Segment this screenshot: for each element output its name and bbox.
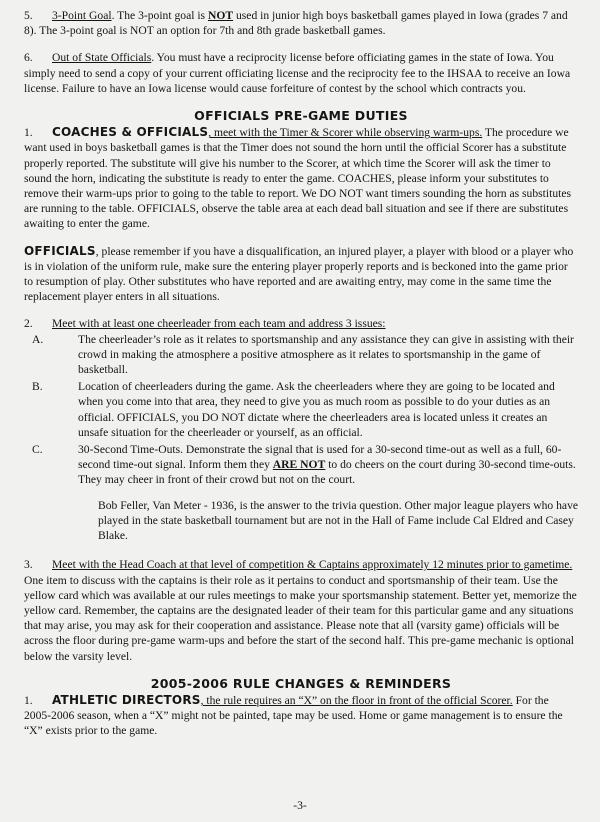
rules-item-1-label: ATHLETIC DIRECTORS bbox=[52, 692, 201, 707]
item-5-number: 5. bbox=[24, 9, 33, 22]
rule-changes-section-title: 2005-2006 RULE CHANGES & REMINDERS bbox=[150, 675, 452, 691]
sub-c-text-a: 30-Second Time-Outs. Demonstrate the signal that is used for a 30-second time-out as well as a full, 60-second time-out signal. Inform them they bbox=[78, 443, 562, 472]
sub-item-letter: A. bbox=[32, 332, 44, 346]
item-5-text-a: . The 3-point goal is bbox=[111, 9, 208, 22]
pregame-item-3-text: One item to discuss with the captains is their role as it pertains to conduct and sportsmanship of their team. Use the yellow card which was available at our rules meetings to make your sportsmanship statement. Better yet, memorize the yellow card. Remember, the captains are the designated leader of their team for this particular game and any situations that may arise, you may ask for their cooperation and assistance. Please note that all (varsity game) officials will be across the floor during pre-game warm-ups and before the start of the second half. This pre-game mechanic is optional below the varsity level. bbox=[24, 573, 577, 663]
item-6-text: . You must have a reciprocity license before officiating games in the state of Iowa. You simply need to send a copy of your current officiating license and the reciprocity fee to the IHSAA to receive an Iowa license. Failure to have an Iowa license would cause forfeiture of contest by the school which contracts you. bbox=[24, 51, 571, 95]
sub-item-text: The cheerleader’s role as it relates to sportsmanship and any assistance they can give in assisting with their crowd in making the atmosphere a positive atmosphere as it relates to sportsmanship in the game of basketball. bbox=[78, 332, 574, 377]
item-5-not-emphasis: NOT bbox=[207, 9, 234, 22]
item-6-heading: Out of State Officials bbox=[52, 51, 152, 65]
sub-item-letter: B. bbox=[32, 380, 43, 394]
pregame-item-2-heading-line bbox=[24, 316, 578, 331]
officials-note-paragraph bbox=[24, 244, 578, 305]
rules-item-1-lead: , the rule requires an “X” on the floor in front of the official Scorer. bbox=[200, 693, 513, 707]
page-number: -3- bbox=[293, 799, 307, 812]
pregame-item-3-paragraph bbox=[24, 557, 578, 663]
rules-item-1-number: 1. bbox=[24, 693, 33, 707]
list-item bbox=[24, 332, 578, 378]
item-6-paragraph bbox=[24, 50, 578, 96]
pregame-item-1-text: The procedure we want used in boys basketball games is that the Timer does not sound the horn until the official Scorer has a substitute properly reported. The substitute will give his number to the Scorer, at which time the Scorer will ask the timer to sound the horn, indicating the substitute is ready to enter the game. COACHES, please inform your substitutes to remove their warm-ups prior to going to the table to report. We DO NOT want timers sounding the horn as substitutes are running to the table. OFFICIALS, observe the table area at each dead ball situation and see if there are substitutes awaiting to enter the game. bbox=[24, 126, 571, 231]
pregame-section-title: OFFICIALS PRE-GAME DUTIES bbox=[194, 108, 408, 124]
sub-item-text: Location of cheerleaders during the game. Ask the cheerleaders where they are going to be located and when you come into that area, they need to give you as much room as possible to do your duties as an official. OFFICIALS, you DO NOT dictate where the cheerleaders area is located unless it creates an unsafe situation for the cheerleader or yourself, as an official. bbox=[78, 380, 555, 439]
officials-note-label: OFFICIALS bbox=[24, 243, 96, 258]
pregame-item-1-paragraph bbox=[24, 125, 578, 231]
pregame-item-2-heading: Meet with at least one cheerleader from each team and address 3 issues: bbox=[52, 317, 386, 331]
sub-c-text-b: to do cheers on the court during 30-second time-outs. They may cheer in front of their crowd but not on the court. bbox=[78, 458, 576, 487]
pregame-item-1-number: 1. bbox=[24, 126, 33, 140]
sub-c-are-not-emphasis: ARE NOT bbox=[272, 458, 326, 472]
pregame-item-3-heading: Meet with the Head Coach at that level of competition & Captains approximately 12 minutes prior to gametime. bbox=[52, 558, 573, 572]
sub-item-letter: C. bbox=[32, 443, 43, 457]
officials-note-text: , please remember if you have a disqualification, an injured player, a player with blood or a player who is in violation of the uniform rule, make sure the entering player properly reports and is beckoned into the game prior to resumption of play. Other substitutes who have reported and are awaiting entry, may come in the same time the replacement player enters in all situations. bbox=[24, 244, 574, 304]
pregame-item-2-number: 2. bbox=[24, 317, 33, 331]
item-5-text-b: used in junior high boys basketball games played in Iowa (grades 7 and 8). The 3-point goal is NOT an option for 7th and 8th grade basketball games. bbox=[24, 9, 568, 38]
rules-item-1-paragraph bbox=[24, 693, 578, 739]
trivia-answer-note: Bob Feller, Van Meter - 1936, is the answer to the trivia question. Other major league players who have played in the state basketball tournament but are not in the Hall of Fame include Cal Eldred and Casey Blake. bbox=[98, 498, 579, 543]
rules-item-1-text: For the 2005-2006 season, when a “X” might not be painted, tape may be used. Home or game management is to ensure the “X” exists prior to the game. bbox=[24, 693, 563, 738]
cheerleader-issues-list bbox=[24, 332, 578, 488]
pregame-item-3-number: 3. bbox=[24, 558, 33, 572]
item-6-number: 6. bbox=[24, 51, 33, 65]
pregame-item-1-label: COACHES & OFFICIALS bbox=[52, 125, 209, 140]
item-5-heading: 3-Point Goal bbox=[52, 9, 112, 22]
item-5-paragraph bbox=[24, 8, 578, 38]
pregame-item-1-lead: , meet with the Timer & Scorer while observing warm-ups. bbox=[208, 126, 483, 140]
sub-item-text bbox=[78, 442, 578, 488]
list-item bbox=[24, 442, 578, 488]
list-item bbox=[24, 379, 578, 440]
